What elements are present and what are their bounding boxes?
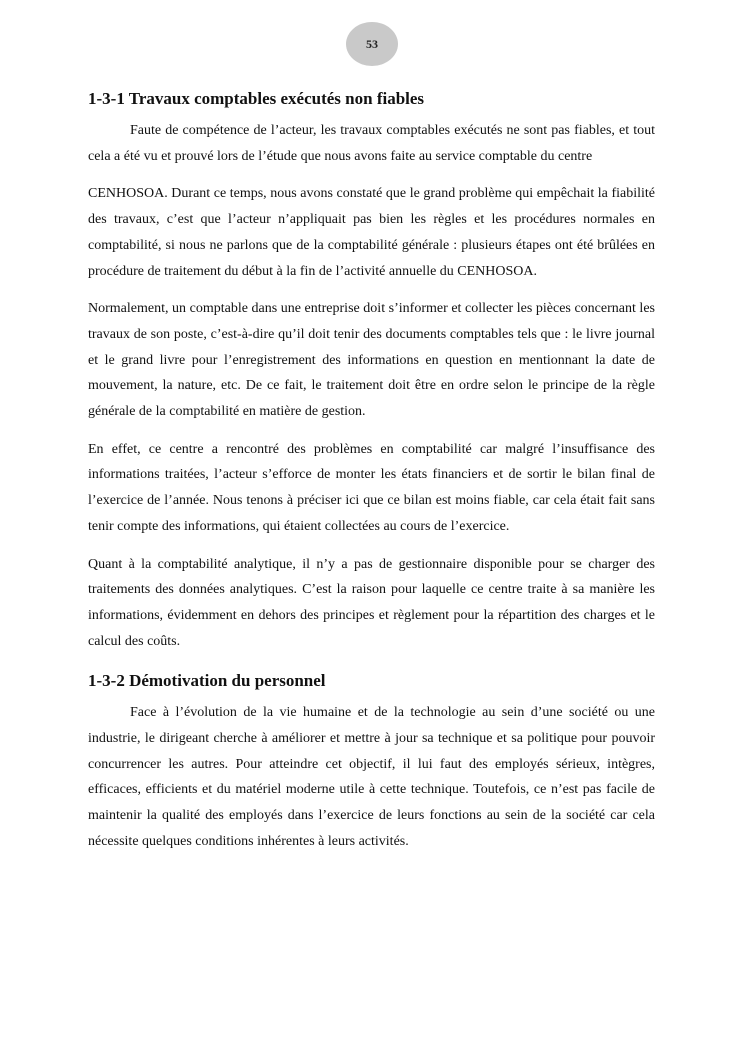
section-heading: 1-3-1 Travaux comptables exécutés non fiables (88, 89, 425, 108)
document-body (88, 86, 655, 867)
section-1-3-2 (88, 668, 655, 854)
paragraph: En effet, ce centre a rencontré des problèmes en comptabilité car malgré l’insuffisance des informations traitées, l’acteur s’efforce de monter les états financiers et de sortir le bilan final de l’exercice de l’année. Nous tenons à préciser ici que ce bilan est moins fiable, car cela était fait sans tenir compte des informations, qui étaient collectées au cours de l’exercice. (88, 441, 655, 534)
paragraph: Face à l’évolution de la vie humaine et de la technologie au sein d’une société ou une industrie, le dirigeant cherche à améliorer et mettre à jour sa technique et sa politique pour pouvoir concurrencer les autres. Pour atteindre cet objectif, il lui faut des employés sérieux, intègres, efficaces, efficients et du matériel moderne utile à cette technique. Toutefois, ce n’est pas facile de maintenir la qualité des employés dans l’exercice de leurs fonctions au sein de la société car cela nécessite quelques conditions inhérentes à leurs activités. (88, 705, 655, 849)
paragraph: Normalement, un comptable dans une entreprise doit s’informer et collecter les pièces concernant les travaux de son poste, c’est-à-dire qu’il doit tenir des documents comptables tels que : le livre journal et le grand livre pour l’enregistrement des informations en question en mentionnant la date de mouvement, la nature, etc. De ce fait, le traitement doit être en ordre selon le principe de la règle générale de la comptabilité en matière de gestion. (88, 301, 655, 420)
paragraph: Faute de compétence de l’acteur, les travaux comptables exécutés ne sont pas fiables, et tout cela a été vu et prouvé lors de l’étude que nous avons faite au service comptable du centre (88, 123, 655, 164)
section-heading: 1-3-2 Démotivation du personnel (88, 671, 326, 691)
page-number: 53 (346, 22, 398, 66)
section-1-3-1 (88, 86, 655, 654)
paragraph: Quant à la comptabilité analytique, il n’y a pas de gestionnaire disponible pour se charger des traitements des données analytiques. C’est la raison pour laquelle ce centre traite à sa manière les informations, évidemment en dehors des principes et règlement pour la répartition des charges et le calcul des coûts. (88, 556, 655, 649)
paragraph: CENHOSOA. Durant ce temps, nous avons constaté que le grand problème qui empêchait la fiabilité des travaux, c’est que l’acteur n’appliquait pas bien les règles et les procédures normales en comptabilité, si nous ne parlons que de la comptabilité générale : plusieurs étapes ont été brûlées en procédure de traitement du début à la fin de l’activité annuelle du CENHOSOA. (88, 186, 655, 279)
